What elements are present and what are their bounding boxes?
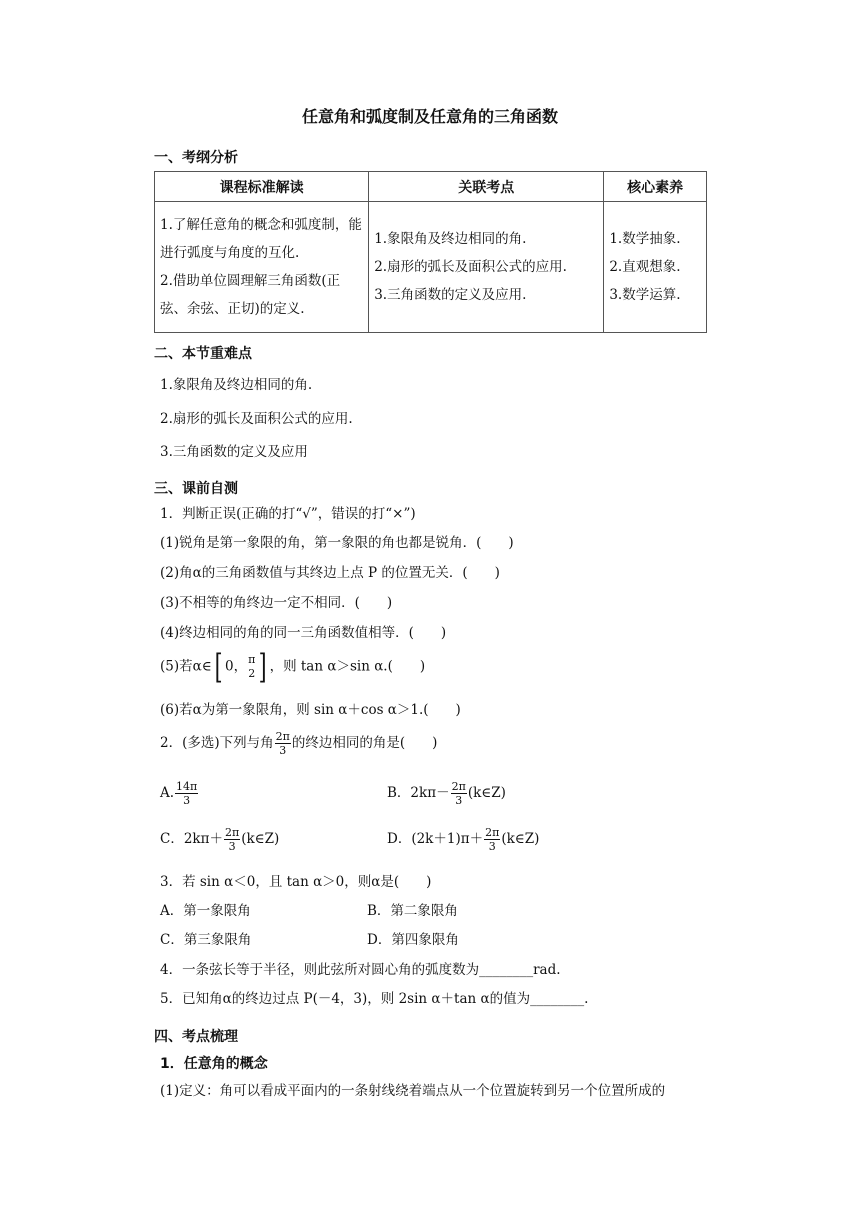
fraction (175, 780, 198, 807)
question-item: (6)若α为第一象限角，则 sin α＋cos α＞1.( ) (160, 702, 461, 718)
fraction-denominator: 3 (488, 840, 496, 853)
list-item: 1.象限角及终边相同的角. (160, 377, 313, 393)
section-heading-review: 四、考点梳理 (154, 1029, 238, 1045)
list-item: 2.扇形的弧长及面积公式的应用. (160, 411, 353, 427)
question-text: 2．(多选)下列与角 (160, 735, 274, 751)
body-text: (1)定义：角可以看成平面内的一条射线绕着端点从一个位置旋转到另一个位置所成的 (160, 1083, 666, 1099)
fraction (451, 780, 467, 807)
question-item: (4)终边相同的角的同一三角函数值相等．( ) (160, 625, 447, 641)
option-suffix: (k∈Z) (501, 831, 540, 847)
syllabus-table (154, 171, 707, 333)
list-item: 3.三角函数的定义及应用 (160, 444, 308, 460)
option-suffix: (k∈Z) (241, 831, 280, 847)
question-stem (160, 730, 437, 757)
fraction-denominator: 3 (455, 794, 463, 807)
fraction (484, 826, 500, 853)
option-d: D．第四象限角 (367, 932, 459, 948)
table-cell-text: 1.数学抽象. (609, 231, 681, 247)
option-b (387, 780, 506, 807)
fraction (275, 730, 291, 757)
question-stem: 4．一条弦长等于半径，则此弦所对圆心角的弧度数为________rad. (160, 962, 561, 978)
option-label: A. (160, 785, 175, 801)
question-text: 的终边相同的角是( ) (291, 735, 438, 751)
page-title: 任意角和弧度制及任意角的三角函数 (301, 107, 558, 126)
fraction-numerator: 2π (224, 826, 240, 839)
section-heading-outline: 一、考纲分析 (154, 150, 238, 166)
question-stem: 1．判断正误(正确的打“√”，错误的打“×”) (160, 506, 416, 522)
fraction-numerator: 2π (275, 730, 290, 743)
fraction-denominator: 3 (279, 744, 287, 757)
fraction-numerator: 2π (485, 826, 500, 839)
question-item-interval (160, 647, 426, 687)
fraction-numerator: 14π (176, 780, 198, 793)
option-a (160, 780, 199, 807)
interval-start: 0， (225, 658, 248, 675)
option-label: D．(2k＋1)π＋ (387, 831, 484, 847)
question-item: (2)角α的三角函数值与其终边上点 P 的位置无关．( ) (160, 565, 500, 581)
table-header: 核心素养 (604, 172, 707, 202)
fraction-numerator: π (248, 653, 256, 666)
table-cell-text: 2.借助单位圆理解三角函数(正弦、余弦、正切)的定义. (160, 273, 341, 317)
question-text: (5)若α∈ (160, 658, 212, 675)
option-label: C．2kπ＋ (160, 831, 223, 847)
question-stem: 5．已知角α的终边过点 P(－4，3)，则 2sin α＋tan α的值为________. (160, 991, 589, 1007)
fraction (224, 826, 240, 853)
fraction (248, 653, 255, 681)
fraction-denominator: 2 (248, 667, 256, 680)
table-cell (155, 202, 369, 333)
fraction-denominator: 3 (228, 840, 236, 853)
section-heading-pretest: 三、课前自测 (154, 481, 238, 497)
fraction-numerator: 2π (451, 780, 466, 793)
table-cell-text: 1.象限角及终边相同的角. (374, 231, 527, 247)
right-bracket: ] (258, 647, 267, 687)
table-cell (369, 202, 604, 333)
option-b: B．第二象限角 (367, 903, 458, 919)
table-header: 课程标准解读 (155, 172, 369, 202)
table-cell (604, 202, 707, 333)
question-text: ，则 tan α＞sin α.( ) (269, 658, 426, 675)
table-cell-text: 3.三角函数的定义及应用. (374, 287, 527, 303)
table-header: 关联考点 (369, 172, 604, 202)
option-a: A．第一象限角 (160, 903, 251, 919)
table-cell-text: 1.了解任意角的概念和弧度制，能进行弧度与角度的互化. (160, 217, 362, 261)
question-item: (1)锐角是第一象限的角，第一象限的角也都是锐角．( ) (160, 535, 514, 551)
table-cell-text: 3.数学运算. (609, 287, 681, 303)
subsection-heading: 1．任意角的概念 (160, 1056, 268, 1072)
question-stem: 3．若 sin α＜0，且 tan α＞0，则α是( ) (160, 874, 432, 890)
fraction-denominator: 3 (183, 794, 191, 807)
option-c (160, 826, 279, 853)
left-bracket: [ (214, 647, 223, 687)
table-cell-text: 2.扇形的弧长及面积公式的应用. (374, 259, 567, 275)
option-c: C．第三象限角 (160, 932, 252, 948)
section-heading-keypoints: 二、本节重难点 (154, 346, 252, 362)
option-suffix: (k∈Z) (467, 785, 506, 801)
option-label: B．2kπ－ (387, 785, 450, 801)
option-d (387, 826, 539, 853)
question-item: (3)不相等的角终边一定不相同．( ) (160, 595, 393, 611)
table-cell-text: 2.直观想象. (609, 259, 681, 275)
